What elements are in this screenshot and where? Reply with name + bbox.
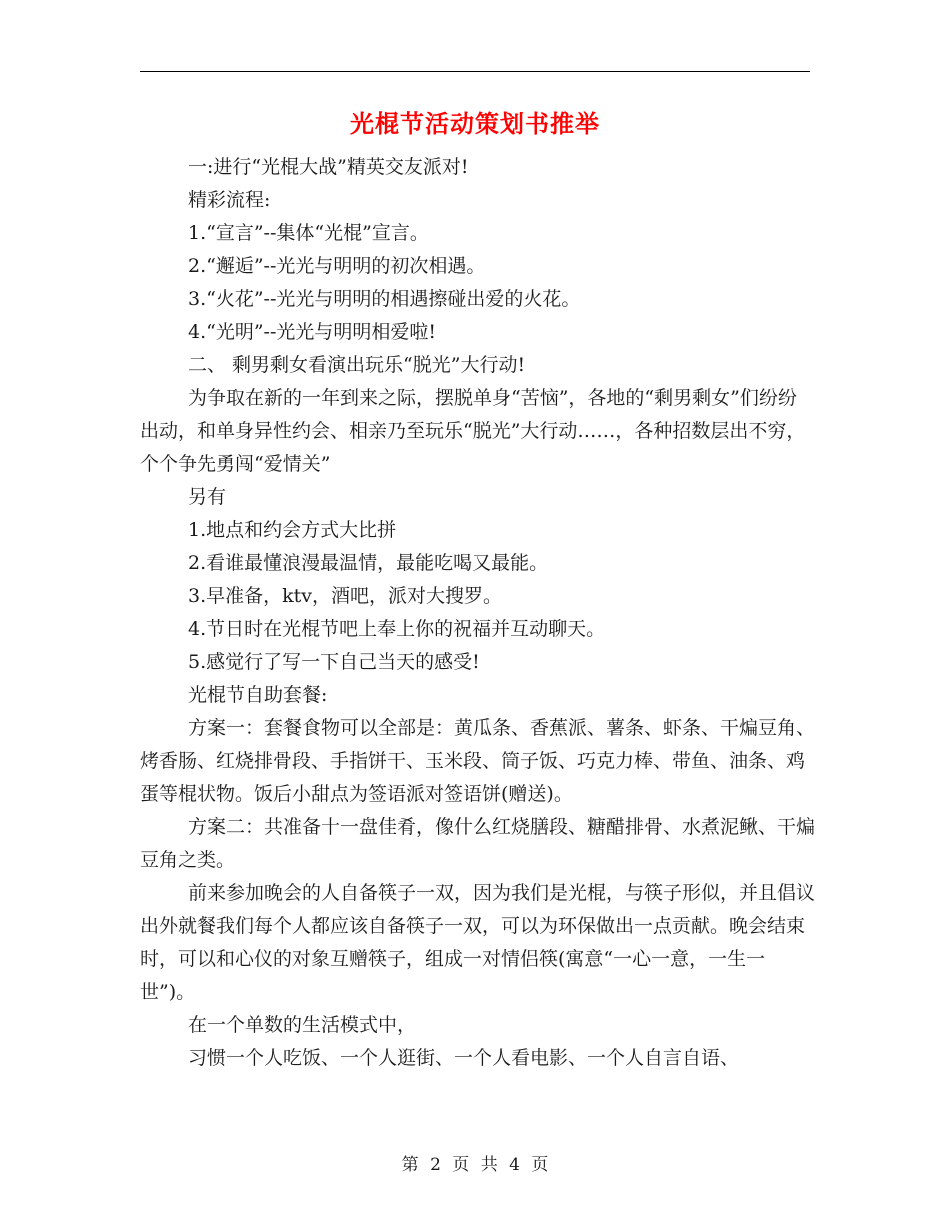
- document-body: [140, 151, 815, 1075]
- section-heading-1: 一:进行“光棍大战”精英交友派对!: [188, 156, 469, 178]
- list-item: 3.“火花”--光光与明明的相遇擦碰出爱的火花。: [188, 288, 581, 310]
- paragraph: 前来参加晚会的人自备筷子一双，因为我们是光棍，与筷子形似，并且倡议出外就餐我们每个人都应该自备筷子一双，可以为环保做出一点贡献。晚会结束时，可以和心仪的对象互赠筷子，组成一对情侣筷(寓意“一心一意，一生一世”)。: [140, 882, 816, 1003]
- paragraph: 方案一：套餐食物可以全部是：黄瓜条、香蕉派、薯条、虾条、干煸豆角、烤香肠、红烧排骨段、手指饼干、玉米段、筒子饭、巧克力棒、带鱼、油条、鸡蛋等棍状物。饭后小甜点为签语派对签语饼(赠送)。: [140, 717, 816, 805]
- paragraph: 习惯一个人吃饭、一个人逛街、一个人看电影、一个人自言自语、: [188, 1047, 740, 1069]
- paragraph: 在一个单数的生活模式中，: [188, 1014, 417, 1036]
- list-item: 5.感觉行了写一下自己当天的感受!: [188, 651, 480, 673]
- list-item: 2.看谁最懂浪漫最温情，最能吃喝又最能。: [188, 552, 549, 574]
- list-item: 2.“邂逅”--光光与明明的初次相遇。: [188, 255, 486, 277]
- list-item: 4.“光明”--光光与明明相爱啦!: [188, 321, 437, 343]
- list-item: 4.节日时在光棍节吧上奉上你的祝福并互动聊天。: [188, 618, 606, 640]
- paragraph: 光棍节自助套餐:: [188, 684, 328, 706]
- header-rule: [140, 71, 810, 72]
- paragraph: 方案二：共准备十一盘佳肴，像什么红烧膳段、糖醋排骨、水煮泥鳅、干煸豆角之类。: [140, 816, 816, 871]
- document-title: 光棍节活动策划书推举: [350, 110, 600, 138]
- section-heading-2: 二、 剩男剩女看演出玩乐“脱光”大行动!: [188, 354, 526, 376]
- paragraph: 精彩流程:: [188, 189, 271, 211]
- list-item: 3.早准备，ktv，酒吧，派对大搜罗。: [188, 585, 503, 607]
- paragraph: 为争取在新的一年到来之际，摆脱单身“苦恼”，各地的“剩男剩女”们纷纷出动，和单身异性约会、相亲乃至玩乐“脱光”大行动……，各种招数层出不穷，个个争先勇闯“爱情关”: [140, 387, 806, 475]
- list-item: 1.地点和约会方式大比拼: [188, 519, 397, 541]
- paragraph: 另有: [188, 486, 227, 508]
- page-footer: 第 2 页 共 4 页: [401, 1155, 549, 1175]
- list-item: 1.“宣言”--集体“光棍”宣言。: [188, 222, 429, 244]
